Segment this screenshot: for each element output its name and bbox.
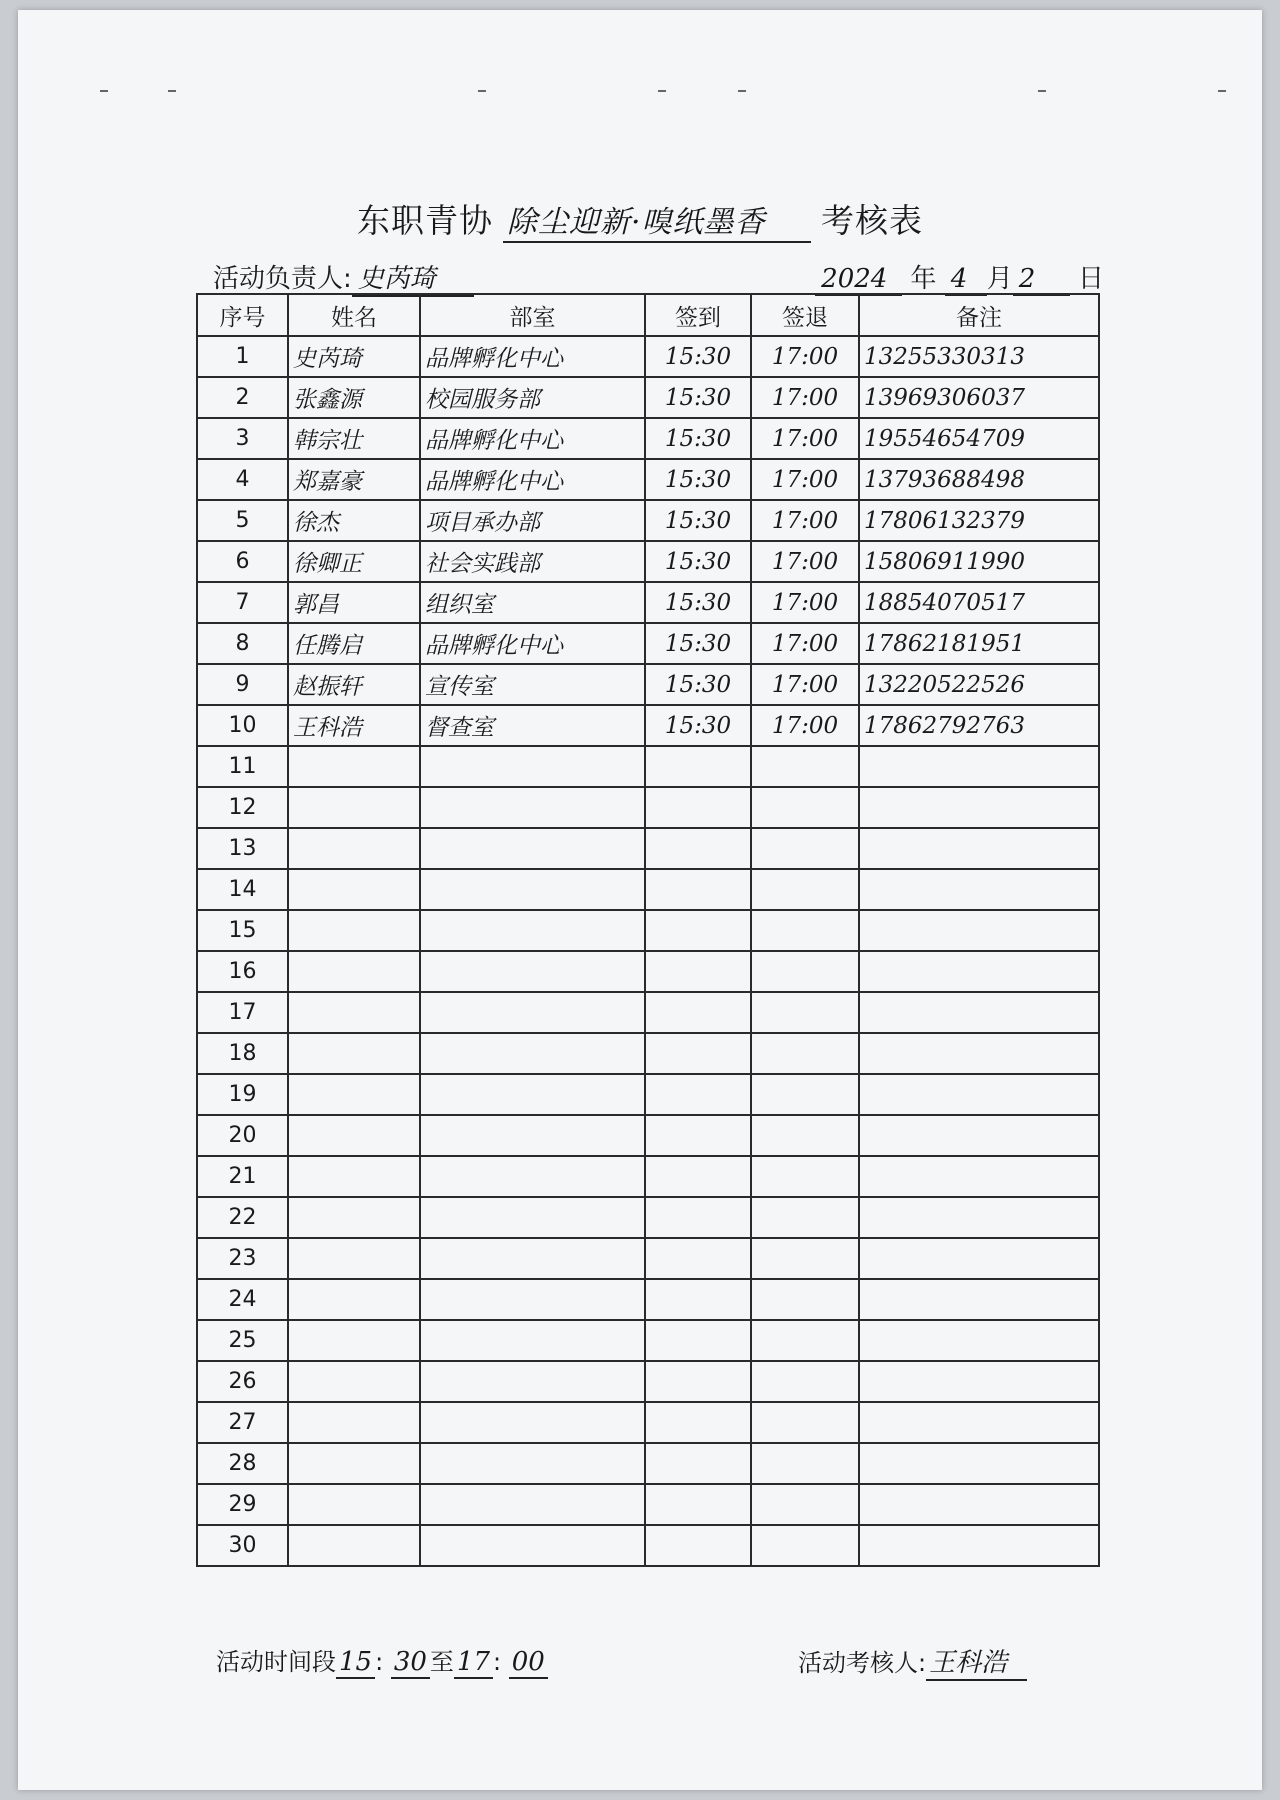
start-hour: 15 [336, 1647, 375, 1679]
cell-name [288, 951, 420, 992]
cell-signin [645, 1443, 751, 1484]
table-row [197, 746, 1099, 787]
cell-dept: 项目承办部 [420, 500, 645, 541]
cell-note [859, 869, 1099, 910]
table-row [197, 992, 1099, 1033]
cell-note [859, 910, 1099, 951]
cell-no: 7 [197, 582, 288, 623]
cell-dept [420, 1156, 645, 1197]
header-cell-signout: 签退 [751, 294, 859, 336]
cell-signout [751, 1525, 859, 1566]
cell-note [859, 1238, 1099, 1279]
month-label: 月 [986, 264, 1013, 294]
cell-dept [420, 1279, 645, 1320]
cell-signin: 15:30 [645, 664, 751, 705]
table-row [197, 1484, 1099, 1525]
date-line [815, 258, 1104, 296]
cell-signin [645, 1320, 751, 1361]
cell-signout: 17:00 [751, 377, 859, 418]
scan-mark [1038, 90, 1046, 92]
table-row [197, 459, 1099, 500]
reviewer-line [798, 1642, 1027, 1681]
cell-signout [751, 1238, 859, 1279]
header-cell-dept: 部室 [420, 294, 645, 336]
table-row [197, 705, 1099, 746]
cell-signin [645, 1156, 751, 1197]
table-row [197, 336, 1099, 377]
cell-no: 8 [197, 623, 288, 664]
attendance-table [196, 293, 1100, 1567]
cell-no: 13 [197, 828, 288, 869]
title-prefix: 东职青协 [357, 201, 493, 240]
cell-signout [751, 951, 859, 992]
lead-line [213, 258, 474, 297]
cell-signout: 17:00 [751, 336, 859, 377]
cell-signin: 15:30 [645, 500, 751, 541]
cell-dept [420, 869, 645, 910]
cell-signin [645, 910, 751, 951]
cell-no: 25 [197, 1320, 288, 1361]
cell-signin [645, 1197, 751, 1238]
reviewer-name: 王科浩 [926, 1642, 1027, 1681]
cell-name [288, 869, 420, 910]
cell-signin: 15:30 [645, 459, 751, 500]
cell-signout [751, 1443, 859, 1484]
table-row [197, 1115, 1099, 1156]
cell-signout [751, 992, 859, 1033]
cell-name: 史芮琦 [288, 336, 420, 377]
cell-name [288, 1156, 420, 1197]
cell-signin [645, 1115, 751, 1156]
reviewer-label: 活动考核人: [798, 1649, 927, 1677]
cell-dept [420, 828, 645, 869]
cell-signout: 17:00 [751, 582, 859, 623]
table-row [197, 1074, 1099, 1115]
cell-note [859, 1361, 1099, 1402]
cell-signout [751, 1402, 859, 1443]
cell-signin [645, 1484, 751, 1525]
cell-name [288, 746, 420, 787]
table-row [197, 1402, 1099, 1443]
cell-no: 26 [197, 1361, 288, 1402]
cell-dept [420, 1074, 645, 1115]
header-cell-note: 备注 [859, 294, 1099, 336]
cell-signout [751, 1279, 859, 1320]
table-row [197, 582, 1099, 623]
cell-no: 20 [197, 1115, 288, 1156]
scan-mark [100, 90, 108, 92]
cell-signin: 15:30 [645, 582, 751, 623]
cell-signout [751, 910, 859, 951]
table-row [197, 377, 1099, 418]
cell-name [288, 1484, 420, 1525]
cell-dept: 组织室 [420, 582, 645, 623]
cell-dept: 督查室 [420, 705, 645, 746]
cell-signout [751, 1361, 859, 1402]
cell-note [859, 1402, 1099, 1443]
cell-dept [420, 1320, 645, 1361]
title-suffix: 考核表 [821, 201, 923, 240]
cell-no: 12 [197, 787, 288, 828]
cell-note: 13793688498 [859, 459, 1099, 500]
cell-signout: 17:00 [751, 541, 859, 582]
cell-note [859, 992, 1099, 1033]
cell-dept: 品牌孵化中心 [420, 418, 645, 459]
table-row [197, 869, 1099, 910]
cell-no: 30 [197, 1525, 288, 1566]
period-label: 活动时间段 [216, 1648, 336, 1676]
cell-signin [645, 1525, 751, 1566]
cell-note [859, 828, 1099, 869]
table-row [197, 828, 1099, 869]
cell-signout [751, 1156, 859, 1197]
table-row [197, 1279, 1099, 1320]
cell-name: 王科浩 [288, 705, 420, 746]
cell-name [288, 1033, 420, 1074]
cell-signout [751, 1197, 859, 1238]
header-cell-name: 姓名 [288, 294, 420, 336]
table-row [197, 1443, 1099, 1484]
cell-signin [645, 828, 751, 869]
cell-signin [645, 1361, 751, 1402]
cell-no: 24 [197, 1279, 288, 1320]
cell-name [288, 828, 420, 869]
cell-no: 14 [197, 869, 288, 910]
cell-dept [420, 746, 645, 787]
cell-name: 韩宗壮 [288, 418, 420, 459]
table-header-row [197, 294, 1099, 336]
cell-no: 21 [197, 1156, 288, 1197]
cell-signin [645, 1238, 751, 1279]
end-hour: 17 [454, 1647, 493, 1679]
scan-mark [738, 90, 746, 92]
year-label: 年 [910, 264, 937, 294]
cell-name [288, 1402, 420, 1443]
cell-note: 13220522526 [859, 664, 1099, 705]
cell-name [288, 1115, 420, 1156]
to-label: 至 [429, 1648, 454, 1676]
cell-signin [645, 1074, 751, 1115]
cell-dept: 校园服务部 [420, 377, 645, 418]
cell-no: 5 [197, 500, 288, 541]
table-row [197, 1156, 1099, 1197]
table-row [197, 951, 1099, 992]
cell-dept: 品牌孵化中心 [420, 336, 645, 377]
cell-no: 18 [197, 1033, 288, 1074]
cell-signout [751, 1320, 859, 1361]
cell-signout [751, 746, 859, 787]
table-row [197, 664, 1099, 705]
cell-signin: 15:30 [645, 623, 751, 664]
event-name: 除尘迎新·嗅纸墨香 [503, 197, 811, 243]
cell-note: 13255330313 [859, 336, 1099, 377]
end-minute: 00 [509, 1647, 548, 1679]
cell-no: 9 [197, 664, 288, 705]
cell-dept [420, 1484, 645, 1525]
lead-label: 活动负责人: [213, 264, 352, 294]
table-row [197, 1361, 1099, 1402]
table-row [197, 500, 1099, 541]
table-row [197, 1525, 1099, 1566]
cell-note [859, 1484, 1099, 1525]
cell-note [859, 1197, 1099, 1238]
cell-no: 17 [197, 992, 288, 1033]
cell-note [859, 1074, 1099, 1115]
header-cell-no: 序号 [197, 294, 288, 336]
cell-signout: 17:00 [751, 623, 859, 664]
cell-dept [420, 1115, 645, 1156]
cell-signin [645, 992, 751, 1033]
cell-signin: 15:30 [645, 377, 751, 418]
cell-dept: 社会实践部 [420, 541, 645, 582]
cell-no: 2 [197, 377, 288, 418]
cell-signout: 17:00 [751, 418, 859, 459]
cell-signout: 17:00 [751, 459, 859, 500]
cell-no: 11 [197, 746, 288, 787]
cell-name [288, 992, 420, 1033]
cell-signout [751, 787, 859, 828]
cell-name [288, 1197, 420, 1238]
cell-note: 17862792763 [859, 705, 1099, 746]
cell-dept [420, 1361, 645, 1402]
table-row [197, 541, 1099, 582]
header-cell-signin: 签到 [645, 294, 751, 336]
cell-dept: 品牌孵化中心 [420, 459, 645, 500]
cell-note [859, 1156, 1099, 1197]
cell-name: 郑嘉豪 [288, 459, 420, 500]
cell-name [288, 787, 420, 828]
cell-dept [420, 910, 645, 951]
cell-no: 29 [197, 1484, 288, 1525]
cell-name [288, 1238, 420, 1279]
cell-no: 10 [197, 705, 288, 746]
cell-note: 19554654709 [859, 418, 1099, 459]
cell-dept [420, 1033, 645, 1074]
cell-note [859, 1279, 1099, 1320]
lead-name: 史芮琦 [352, 258, 474, 297]
cell-note [859, 1443, 1099, 1484]
cell-no: 23 [197, 1238, 288, 1279]
cell-name: 张鑫源 [288, 377, 420, 418]
cell-signin [645, 746, 751, 787]
cell-signout [751, 828, 859, 869]
time-period-line: 活动时间段 15 : 30 至 17 : 00 [216, 1642, 548, 1677]
cell-name [288, 1443, 420, 1484]
day-label: 日 [1077, 264, 1104, 294]
cell-note [859, 1320, 1099, 1361]
cell-no: 19 [197, 1074, 288, 1115]
cell-signin [645, 787, 751, 828]
table-row [197, 787, 1099, 828]
cell-name [288, 1320, 420, 1361]
cell-dept: 宣传室 [420, 664, 645, 705]
cell-signout [751, 1115, 859, 1156]
date-year: 2024 [815, 264, 902, 296]
cell-signin [645, 1279, 751, 1320]
cell-signin [645, 1402, 751, 1443]
cell-dept [420, 1238, 645, 1279]
cell-note: 17862181951 [859, 623, 1099, 664]
cell-name: 徐卿正 [288, 541, 420, 582]
form-title [18, 195, 1262, 243]
cell-signout: 17:00 [751, 500, 859, 541]
cell-note: 15806911990 [859, 541, 1099, 582]
cell-no: 27 [197, 1402, 288, 1443]
cell-no: 28 [197, 1443, 288, 1484]
cell-name: 任腾启 [288, 623, 420, 664]
cell-dept [420, 951, 645, 992]
cell-name [288, 1279, 420, 1320]
date-month: 4 [945, 264, 987, 296]
cell-signin [645, 869, 751, 910]
cell-dept [420, 1443, 645, 1484]
cell-signout: 17:00 [751, 705, 859, 746]
cell-no: 3 [197, 418, 288, 459]
table-row [197, 1033, 1099, 1074]
cell-name [288, 1074, 420, 1115]
cell-note: 18854070517 [859, 582, 1099, 623]
scan-mark [1218, 90, 1226, 92]
cell-signout [751, 869, 859, 910]
table-row [197, 1238, 1099, 1279]
cell-signout [751, 1484, 859, 1525]
date-day: 2 [1013, 264, 1070, 296]
cell-dept [420, 1402, 645, 1443]
cell-no: 6 [197, 541, 288, 582]
cell-note [859, 1525, 1099, 1566]
cell-dept [420, 1197, 645, 1238]
cell-name [288, 910, 420, 951]
cell-signin: 15:30 [645, 541, 751, 582]
scan-mark [478, 90, 486, 92]
cell-name [288, 1525, 420, 1566]
cell-signin: 15:30 [645, 336, 751, 377]
table-row [197, 418, 1099, 459]
cell-note [859, 746, 1099, 787]
paper-sheet [18, 10, 1262, 1790]
cell-dept [420, 1525, 645, 1566]
cell-no: 16 [197, 951, 288, 992]
cell-note [859, 787, 1099, 828]
cell-note [859, 951, 1099, 992]
scan-mark [168, 90, 176, 92]
cell-dept [420, 787, 645, 828]
cell-name: 徐杰 [288, 500, 420, 541]
cell-signout [751, 1074, 859, 1115]
cell-dept: 品牌孵化中心 [420, 623, 645, 664]
cell-no: 15 [197, 910, 288, 951]
cell-signin [645, 1033, 751, 1074]
cell-no: 22 [197, 1197, 288, 1238]
cell-note [859, 1115, 1099, 1156]
cell-note: 17806132379 [859, 500, 1099, 541]
cell-signout: 17:00 [751, 664, 859, 705]
cell-no: 1 [197, 336, 288, 377]
cell-signin: 15:30 [645, 705, 751, 746]
cell-dept [420, 992, 645, 1033]
cell-note: 13969306037 [859, 377, 1099, 418]
cell-no: 4 [197, 459, 288, 500]
cell-name: 郭昌 [288, 582, 420, 623]
cell-name: 赵振轩 [288, 664, 420, 705]
cell-signin [645, 951, 751, 992]
table-row [197, 910, 1099, 951]
start-minute: 30 [391, 1647, 430, 1679]
cell-signout [751, 1033, 859, 1074]
table-row [197, 623, 1099, 664]
table-row [197, 1197, 1099, 1238]
scan-mark [658, 90, 666, 92]
cell-name [288, 1361, 420, 1402]
cell-note [859, 1033, 1099, 1074]
cell-signin: 15:30 [645, 418, 751, 459]
table-row [197, 1320, 1099, 1361]
